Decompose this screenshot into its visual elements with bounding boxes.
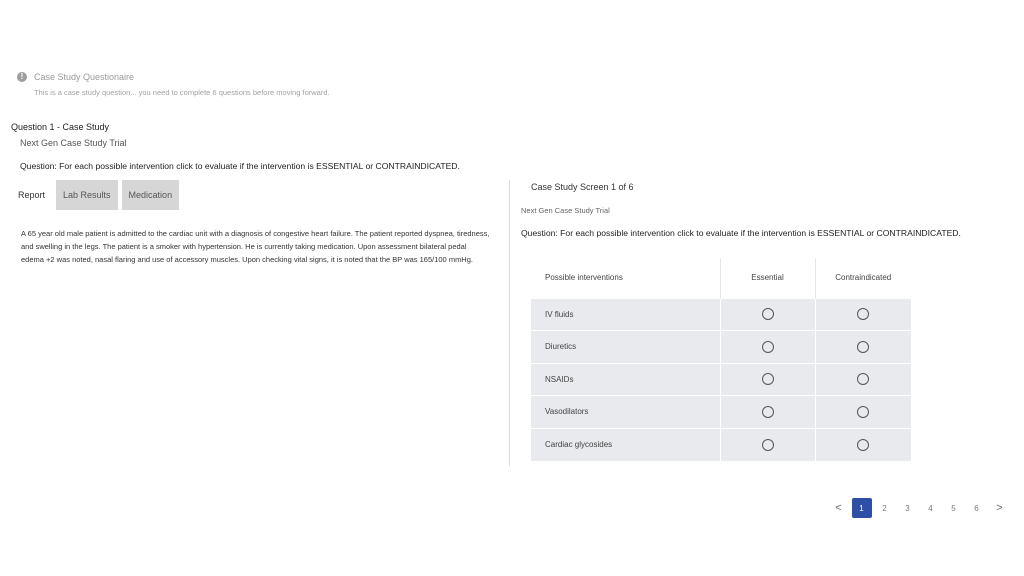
table-row (531, 331, 911, 364)
info-icon: ! (17, 72, 27, 82)
tab-report[interactable]: Report (18, 190, 46, 200)
essential-cell (720, 331, 815, 364)
next-page-button[interactable]: > (996, 502, 1003, 514)
table-row (531, 298, 911, 331)
question-subheading: Next Gen Case Study Trial (20, 138, 127, 148)
header-essential: Essential (720, 258, 815, 298)
essential-cell (720, 298, 815, 331)
contraindicated-cell (815, 363, 911, 396)
intervention-label: Vasodilators (531, 396, 720, 429)
pagination (827, 498, 1011, 518)
intervention-label: IV fluids (531, 298, 720, 331)
report-tabs (11, 180, 179, 210)
tab-lab-results[interactable]: Lab Results (56, 180, 118, 210)
intervention-label: NSAIDs (531, 363, 720, 396)
table-row (531, 363, 911, 396)
table-row (531, 396, 911, 429)
essential-cell (720, 363, 815, 396)
header-interventions: Possible interventions (545, 273, 623, 283)
essential-radio[interactable] (762, 373, 774, 385)
table-row (531, 428, 911, 461)
panel-divider (509, 180, 510, 466)
page-3-button[interactable]: 3 (905, 503, 910, 513)
contraindicated-cell (815, 298, 911, 331)
page-2-button[interactable]: 2 (882, 503, 887, 513)
screen-question: Question: For each possible intervention click to evaluate if the intervention is ESSENTIAL or CONTRAINDICATED. (521, 228, 961, 238)
question-heading: Question 1 - Case Study (11, 122, 110, 132)
notice-title: Case Study Questionaire (34, 72, 135, 82)
intervention-label: Diuretics (531, 331, 720, 364)
essential-radio[interactable] (762, 308, 774, 320)
prev-page-button[interactable]: < (835, 502, 842, 514)
contraindicated-radio[interactable] (857, 406, 869, 418)
table-header-row (531, 258, 911, 298)
contraindicated-cell (815, 396, 911, 429)
contraindicated-radio[interactable] (857, 373, 869, 385)
screen-subtitle: Next Gen Case Study Trial (521, 206, 610, 215)
contraindicated-radio[interactable] (857, 439, 869, 451)
notice-subtitle: This is a case study question... you need to complete 6 questions before moving forward. (34, 88, 330, 97)
header-contraindicated: Contraindicated (815, 258, 911, 298)
contraindicated-cell (815, 331, 911, 364)
essential-cell (720, 428, 815, 461)
essential-cell (720, 396, 815, 429)
contraindicated-radio[interactable] (857, 341, 869, 353)
page-1-button[interactable]: 1 (852, 498, 872, 518)
essential-radio[interactable] (762, 406, 774, 418)
question-text: Question: For each possible intervention click to evaluate if the intervention is ESSENTIAL or CONTRAINDICATED. (20, 161, 460, 171)
page-5-button[interactable]: 5 (951, 503, 956, 513)
contraindicated-cell (815, 428, 911, 461)
interventions-table (531, 258, 911, 461)
notice-header (17, 72, 330, 82)
intervention-label: Cardiac glycosides (531, 428, 720, 461)
report-body: A 65 year old male patient is admitted to the cardiac unit with a diagnosis of congestive heart failure. The patient reported dyspnea, tiredness, and swelling in the legs. The patient is a smoker with hypertension. He is currently taking medication. Upon assessment bilateral pedal edema +2 was noted, nasal flaring and use of accessory muscles. Upon checking vital signs, it is noted that the BP was 165/100 mmHg. (21, 229, 490, 264)
essential-radio[interactable] (762, 341, 774, 353)
contraindicated-radio[interactable] (857, 308, 869, 320)
case-study-notice (17, 72, 330, 97)
page-6-button[interactable]: 6 (974, 503, 979, 513)
tab-medication[interactable]: Medication (122, 180, 180, 210)
essential-radio[interactable] (762, 439, 774, 451)
screen-title: Case Study Screen 1 of 6 (531, 182, 634, 192)
page-4-button[interactable]: 4 (928, 503, 933, 513)
